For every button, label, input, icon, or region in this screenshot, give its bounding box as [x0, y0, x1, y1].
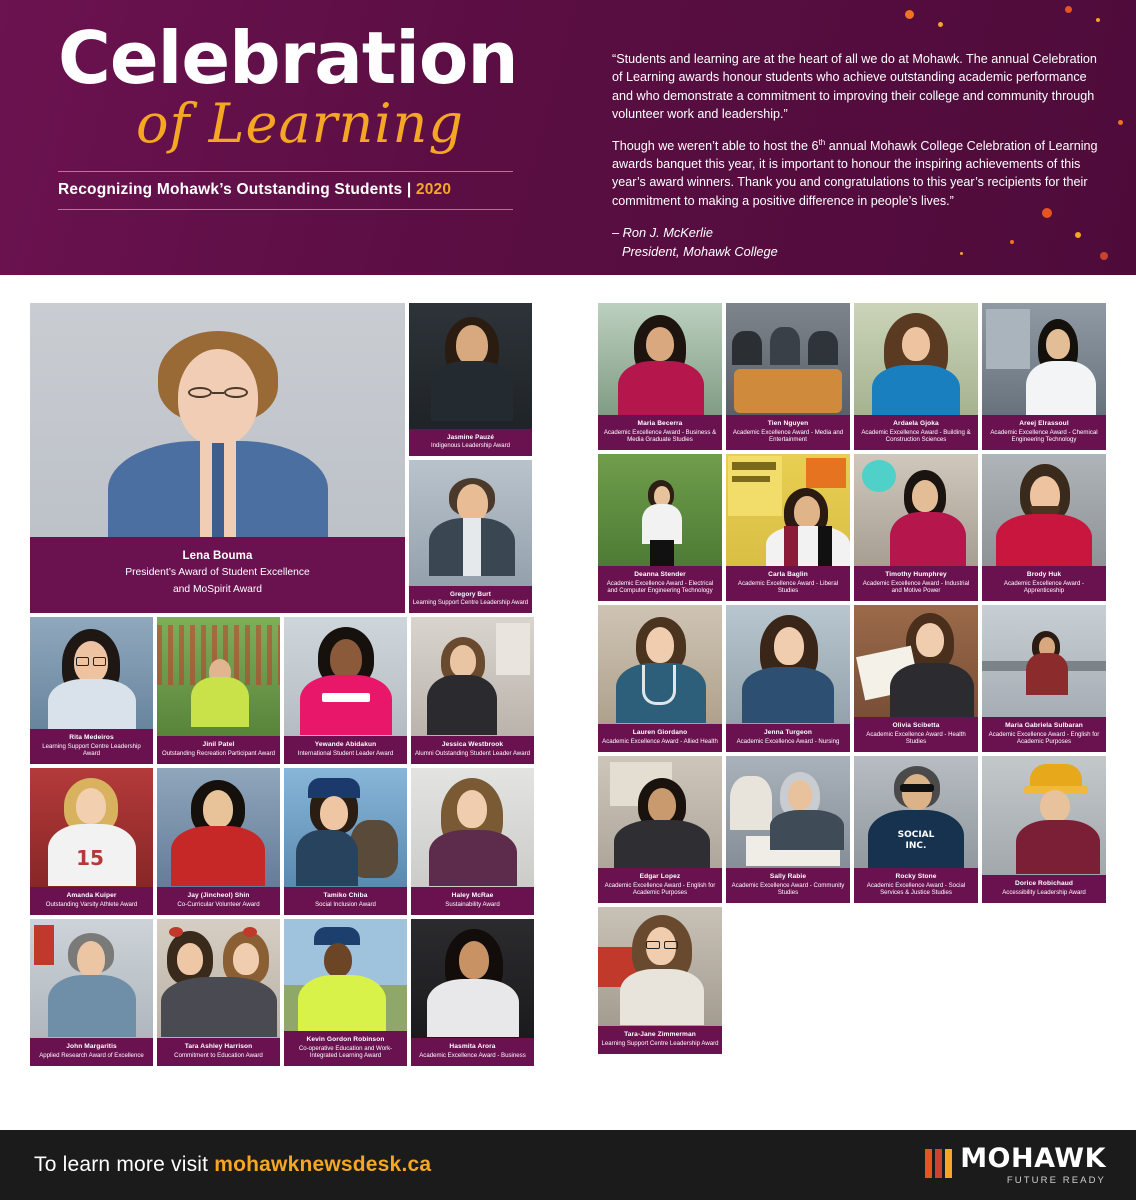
recipient-award-line2: and MoSpirit Award: [172, 584, 263, 596]
recipient-card: [411, 919, 534, 1066]
recipient-name: Rita Medeiros: [69, 733, 114, 741]
header-tagline-year: 2020: [415, 180, 452, 198]
recipient-award: Applied Research Award of Excellence: [39, 1052, 144, 1060]
recipient-name: Brody Huk: [1026, 570, 1062, 578]
recipient-name: Olivia Scibetta: [892, 721, 940, 729]
header-tagline: [58, 181, 578, 199]
recipient-award: Academic Excellence Award - Apprenticeship: [1003, 579, 1085, 595]
left-grid-row-3: [30, 919, 540, 1066]
recipient-award: Academic Excellence Award - Health Studies: [866, 730, 966, 746]
recipient-card: [598, 756, 722, 903]
right-grid-row-1: [598, 303, 1106, 450]
quote-ordinal-suffix: th: [818, 137, 826, 147]
recipient-card: [598, 303, 722, 450]
recipient-card: [726, 454, 850, 601]
recipient-caption: [982, 566, 1106, 601]
right-column: [598, 303, 1106, 1058]
header-title-block: [58, 16, 578, 219]
recipient-caption: [411, 1038, 534, 1066]
right-grid-row-5: [598, 907, 1106, 1054]
recipient-award: Outstanding Recreation Participant Award: [161, 750, 276, 758]
recipient-caption: [726, 724, 850, 752]
footer-cta: [34, 1153, 431, 1177]
recipient-award: International Student Leader Award: [297, 750, 394, 758]
recipient-award: Academic Excellence Award - Business: [419, 1052, 526, 1060]
recipient-caption: [982, 717, 1106, 752]
recipient-caption: [409, 586, 532, 614]
recipient-caption: [157, 1038, 280, 1066]
recipient-caption: [409, 429, 532, 457]
recipient-name: Timothy Humphrey: [885, 570, 947, 578]
recipient-award: Learning Support Centre Leadership Award: [412, 599, 529, 606]
recipient-name: Maria Gabriela Sulbaran: [1005, 721, 1083, 729]
recipient-award: Academic Excellence Award - Business & Media Graduate Studies: [603, 428, 717, 444]
recipient-award: Indigenous Leadership Award: [431, 442, 510, 449]
left-column: [30, 303, 540, 1070]
recipient-award: Academic Excellence Award - Liberal Studies: [737, 579, 839, 595]
recipient-name: Yewande Abidakun: [314, 741, 377, 749]
recipient-caption: [598, 868, 722, 903]
logo-wordmark: MOHAWK: [960, 1143, 1106, 1174]
recipient-card: [409, 303, 532, 456]
logo-bars-icon: [925, 1149, 952, 1178]
recipient-name: Jasmine Pauzé: [446, 433, 495, 441]
recipient-card-hero: [30, 303, 405, 613]
recipient-caption: [157, 887, 280, 915]
recipient-award: Academic Excellence Award - Social Services & Justice Studies: [866, 881, 966, 897]
recipient-card: [30, 919, 153, 1066]
recipient-card: [409, 460, 532, 613]
recipient-name: Carla Baglin: [768, 570, 808, 578]
recipient-caption: [411, 736, 534, 764]
recipient-name: Jinil Patel: [202, 741, 235, 749]
recipient-award: Commitment to Education Award: [174, 1052, 263, 1060]
recipient-caption: [854, 717, 978, 752]
recipient-name: John Margaritis: [66, 1043, 117, 1051]
recipient-name: Lena Bouma: [182, 549, 253, 562]
recipient-name: Amanda Kuiper: [66, 892, 117, 900]
recipient-caption: [30, 887, 153, 915]
right-grid-row-2: [598, 454, 1106, 601]
recipient-card: [982, 605, 1106, 752]
recipient-name: Ardaela Gjoka: [893, 419, 939, 427]
quote-paragraph-1: “Students and learning are at the heart of all we do at Mohawk. The annual Celebration of Learning awards honour students who achieve outstanding academic performance and who demonstrate a commitment to improving their college and community through volunteer work and leadership.”: [612, 52, 1097, 122]
recipient-photo: 15: [30, 768, 153, 915]
recipient-card: [854, 756, 978, 903]
signature: [612, 224, 1102, 261]
recipient-caption: [598, 415, 722, 450]
recipient-award: Alumni Outstanding Student Leader Award: [414, 750, 531, 758]
right-grid-row-3: [598, 605, 1106, 752]
recipient-card: [726, 756, 850, 903]
page-footer: [0, 1130, 1136, 1200]
quote-paragraph-2: [612, 137, 1102, 211]
recipient-award: Sustainability Award: [445, 901, 500, 909]
recipient-card: [157, 617, 280, 764]
divider: [58, 209, 513, 210]
recipient-card: [284, 919, 407, 1066]
recipient-caption: [982, 875, 1106, 903]
row-hero: [30, 303, 540, 613]
recipient-photo: SOCIAL INC.: [854, 756, 978, 903]
recipient-card: [284, 617, 407, 764]
recipient-card: [157, 768, 280, 915]
recipient-name: Rocky Stone: [895, 872, 937, 880]
recipient-name: Hasmita Arora: [449, 1043, 496, 1051]
left-grid-row-1: [30, 617, 540, 764]
recipient-award: Academic Excellence Award - Chemical Engineering Technology: [990, 428, 1098, 444]
recipient-award: President’s Award of Student Excellence: [125, 567, 310, 579]
recipient-card: [598, 605, 722, 752]
recipient-award: Learning Support Centre Leadership Award: [42, 742, 141, 758]
recipient-caption: [598, 724, 722, 752]
header-title-script: of Learning: [136, 92, 464, 155]
left-tall-stack: [409, 303, 532, 613]
recipient-card: [854, 303, 978, 450]
recipient-caption: [30, 729, 153, 764]
recipient-card: [982, 303, 1106, 450]
recipient-award: Academic Excellence Award - Allied Health: [602, 738, 718, 746]
recipient-caption: [854, 868, 978, 903]
recipient-award: Learning Support Centre Leadership Award: [601, 1040, 719, 1048]
recipient-caption: [30, 537, 405, 613]
recipient-name: Tien Nguyen: [767, 419, 809, 427]
recipient-award: Academic Excellence Award - Media and Entertainment: [732, 428, 844, 444]
recipient-card: [284, 768, 407, 915]
recipient-card: [854, 454, 978, 601]
recipient-name: Areej Elrassoul: [1019, 419, 1069, 427]
recipient-card: [598, 907, 722, 1054]
recipient-caption: [30, 1038, 153, 1066]
recipient-caption: [411, 887, 534, 915]
recipient-caption: [598, 1026, 722, 1054]
recipient-card: [726, 605, 850, 752]
recipient-card: [598, 454, 722, 601]
recipient-card: [411, 617, 534, 764]
recipient-card: [982, 454, 1106, 601]
logo-tagline: FUTURE READY: [1006, 1174, 1106, 1186]
recipient-name: Lauren Giordano: [632, 729, 688, 737]
header-tagline-text: Recognizing Mohawk’s Outstanding Students |: [58, 180, 412, 198]
recipient-caption: [854, 566, 978, 601]
recipient-award: Academic Excellence Award - Nursing: [736, 738, 840, 746]
recipient-name: Maria Becerra: [637, 419, 683, 427]
recipient-card: [30, 768, 153, 915]
recipient-award: Academic Excellence Award - Electrical and Computer Engineering Technology: [606, 579, 714, 595]
signature-name: – Ron J. McKerlie: [612, 225, 713, 241]
recipient-caption: [982, 415, 1106, 450]
recipient-caption: [726, 566, 850, 601]
recipient-card: [30, 617, 153, 764]
header-quote-block: [612, 50, 1102, 261]
quote-p2-part2: annual Mohawk College Celebration of Learning awards banquet this year, it is important to honour the inspiring achievements of this year’s award winners. Thank you and congratulations to this year’s recipients for their commitment to making a positive difference in people’s lives.”: [612, 138, 1098, 208]
recipient-award: Social Inclusion Award: [315, 901, 376, 909]
recipient-caption: [726, 868, 850, 903]
recipient-name: Edgar Lopez: [639, 872, 681, 880]
recipient-card: [411, 768, 534, 915]
recipient-name: Kevin Gordon Robinson: [306, 1035, 385, 1043]
recipient-award: Academic Excellence Award - Industrial and Motive Power: [862, 579, 970, 595]
recipient-name: Jay (Jincheol) Shin: [187, 892, 250, 900]
divider: [58, 171, 513, 172]
recipient-card: [157, 919, 280, 1066]
mohawk-logo: [925, 1143, 1106, 1186]
recipient-name: Sally Rabie: [769, 872, 807, 880]
recipient-card: [982, 756, 1106, 903]
right-grid-row-4: [598, 756, 1106, 903]
recipient-card: [726, 303, 850, 450]
header-title-main: Celebration: [58, 16, 518, 100]
recipient-name: Tara-Jane Zimmerman: [624, 1031, 696, 1039]
recipient-award: Academic Excellence Award - Community Studies: [731, 881, 845, 897]
footer-cta-prefix: To learn more visit: [34, 1153, 215, 1176]
recipient-caption: [284, 1031, 407, 1066]
recipient-name: Tara Ashley Harrison: [184, 1043, 253, 1051]
recipient-name: Jenna Turgeon: [763, 729, 813, 737]
recipient-name: Tamiko Chiba: [323, 892, 368, 900]
footer-link[interactable]: mohawknewsdesk.ca: [214, 1153, 432, 1176]
recipient-award: Co-Curricular Volunteer Award: [177, 901, 260, 909]
recipient-name: Gregory Burt: [450, 590, 491, 598]
recipient-caption: [854, 415, 978, 450]
recipient-award: Accessibility Leadership Award: [1002, 889, 1086, 897]
recipient-caption: [284, 736, 407, 764]
recipient-award: Academic Excellence Award - English for Academic Purposes: [988, 730, 1100, 746]
recipient-name: Deanna Stender: [634, 570, 686, 578]
recipient-caption: [598, 566, 722, 601]
recipient-name: Dorice Robichaud: [1014, 880, 1074, 888]
recipient-card: [854, 605, 978, 752]
recipient-caption: [157, 736, 280, 764]
signature-title: President, Mohawk College: [622, 243, 778, 259]
recipient-caption: [726, 415, 850, 450]
recipient-award: Outstanding Varsity Athlete Award: [45, 901, 138, 909]
recipient-name: Jessica Westbrook: [441, 741, 504, 749]
recipient-award: Academic Excellence Award - Building & Construction Sciences: [861, 428, 971, 444]
quote-p2-part1: Though we weren’t able to host the 6: [612, 138, 819, 153]
recipient-award: Co-operative Education and Work-Integrated Learning Award: [298, 1044, 393, 1060]
recipient-caption: [284, 887, 407, 915]
left-grid-row-2: [30, 768, 540, 915]
recipient-award: Academic Excellence Award - English for Academic Purposes: [604, 881, 716, 897]
page-header: [0, 0, 1136, 275]
recipients-sheet: [0, 275, 1136, 1130]
recipient-name: Haley McRae: [451, 892, 494, 900]
